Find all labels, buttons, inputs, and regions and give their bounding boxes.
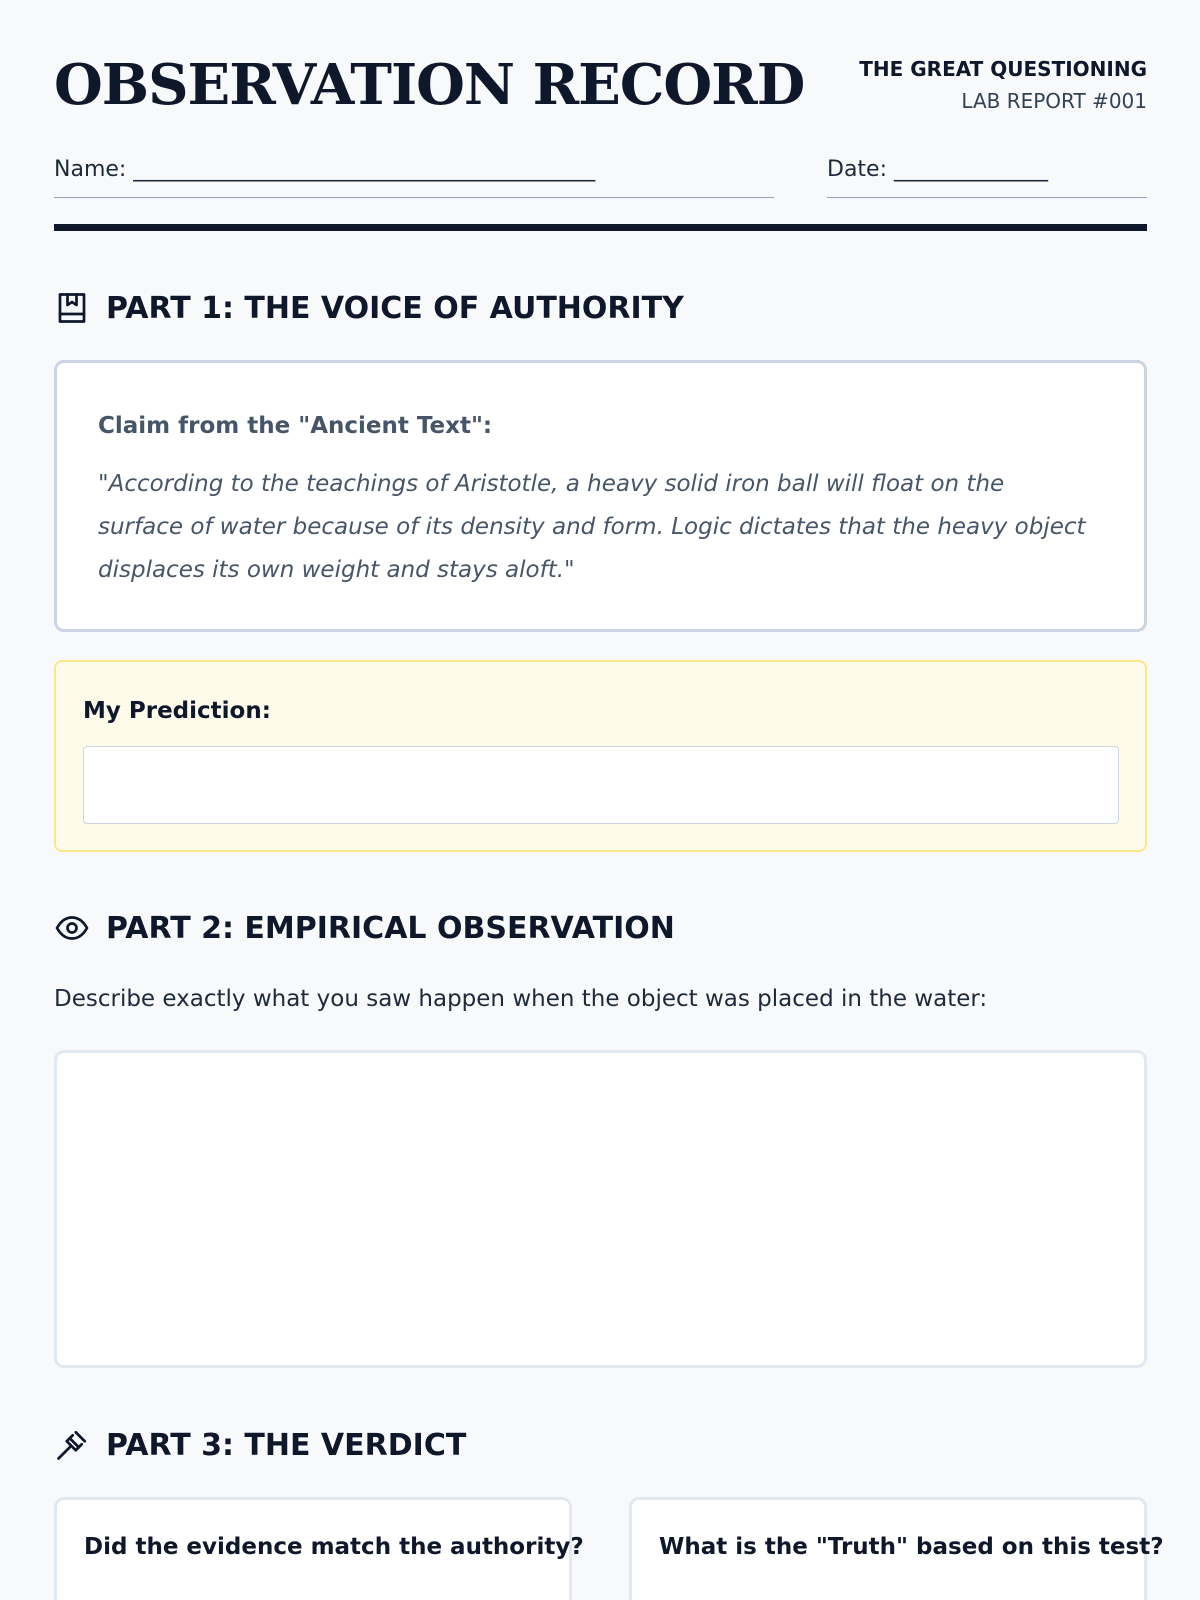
prediction-input[interactable] <box>83 746 1119 824</box>
part2-heading <box>54 906 675 950</box>
observation-input[interactable] <box>54 1050 1147 1368</box>
brand-block <box>859 57 1147 113</box>
date-field[interactable] <box>827 150 1147 198</box>
verdict-question-evidence: Did the evidence match the authority? <box>84 1534 584 1560</box>
prediction-label: My Prediction: <box>83 698 271 724</box>
report-number: LAB REPORT #001 <box>961 89 1147 113</box>
verdict-card-truth[interactable] <box>629 1497 1164 1600</box>
worksheet-page <box>54 0 1164 1600</box>
worksheet-header <box>54 52 1147 132</box>
part2-title: PART 2: EMPIRICAL OBSERVATION <box>106 910 675 946</box>
claim-text: "According to the teachings of Aristotle, a heavy solid iron ball will float on the surface of water because of its density and form. Logic dictates that the heavy object displaces its own weight and stays aloft." <box>98 471 1086 583</box>
part1-heading <box>54 286 684 330</box>
eye-icon <box>54 910 90 946</box>
part3-title: PART 3: THE VERDICT <box>106 1427 467 1463</box>
page-title: OBSERVATION RECORD <box>54 52 805 118</box>
verdict-card-evidence[interactable] <box>54 1497 584 1600</box>
name-field[interactable] <box>54 150 774 198</box>
claim-card <box>54 360 1147 632</box>
gavel-icon <box>54 1427 90 1463</box>
date-field-label: Date: ______________ <box>827 157 1048 182</box>
observation-prompt: Describe exactly what you saw happen when the object was placed in the water: <box>54 986 988 1012</box>
name-field-label: Name: __________________________________________ <box>54 157 596 182</box>
part3-heading <box>54 1423 466 1467</box>
verdict-question-truth: What is the "Truth" based on this test? <box>659 1534 1164 1560</box>
brand-name: THE GREAT QUESTIONING <box>859 57 1147 81</box>
part1-title: PART 1: THE VOICE OF AUTHORITY <box>106 290 684 326</box>
book-bookmark-icon <box>54 290 90 326</box>
header-divider <box>54 224 1147 231</box>
claim-label: Claim from the "Ancient Text": <box>98 413 493 439</box>
prediction-box <box>54 660 1147 852</box>
